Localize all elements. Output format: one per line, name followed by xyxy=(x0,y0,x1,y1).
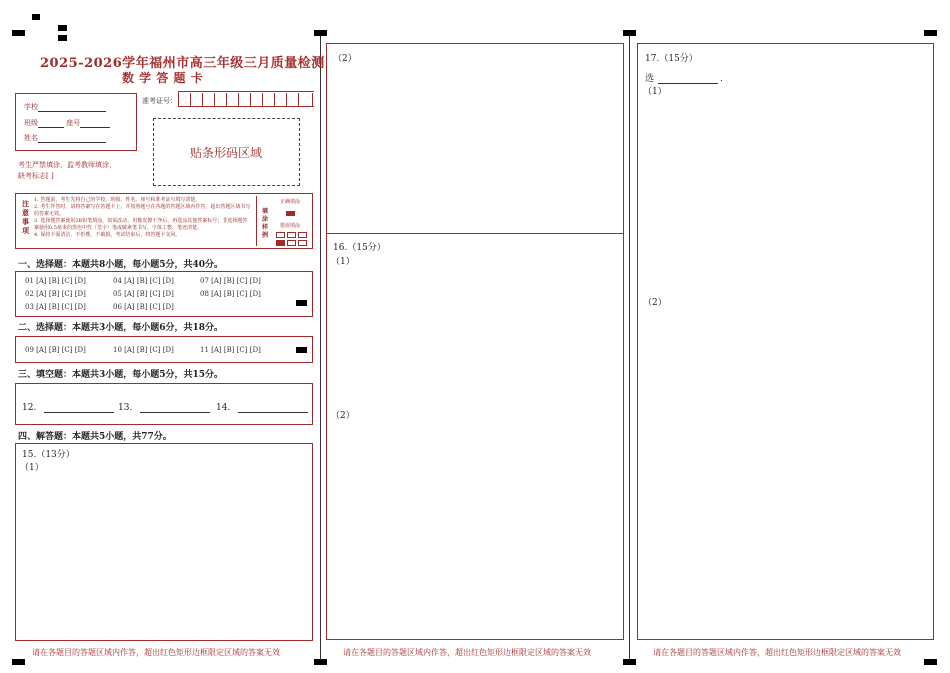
choice-q04[interactable]: 04 [A] [B] [C] [D] xyxy=(113,277,174,285)
q17-choose-field[interactable] xyxy=(658,75,718,84)
column-divider xyxy=(320,36,321,660)
q17-title: 17.（15分） xyxy=(645,54,698,64)
school-label: 学校 xyxy=(24,102,106,112)
choice-q11[interactable]: 11 [A] [B] [C] [D] xyxy=(200,346,261,354)
q15-title: 15.（13分） xyxy=(22,450,75,460)
choice-q10[interactable]: 10 [A] [B] [C] [D] xyxy=(113,346,174,354)
exam-number-grid[interactable] xyxy=(178,91,314,107)
registration-mark xyxy=(58,35,67,41)
choice-q09[interactable]: 09 [A] [B] [C] [D] xyxy=(25,346,86,354)
choice-q02[interactable]: 02 [A] [B] [C] [D] xyxy=(25,290,86,298)
q16-title: 16.（15分） xyxy=(333,243,386,253)
choice-q08[interactable]: 08 [A] [B] [C] [D] xyxy=(200,290,261,298)
correct-fill-label: 正确填涂 xyxy=(280,199,301,205)
q17-part2-label: （2） xyxy=(643,298,667,308)
fill-divider xyxy=(256,196,257,246)
barcode-label: 贴条形码区域 xyxy=(190,146,263,160)
registration-mark xyxy=(58,25,67,31)
class-label: 班级 座号 xyxy=(24,118,110,128)
choice-q07[interactable]: 07 [A] [B] [C] [D] xyxy=(200,277,261,285)
registration-mark xyxy=(12,30,25,36)
registration-mark xyxy=(924,659,937,665)
fill-sample-label: 填涂样例 xyxy=(262,208,269,239)
q16-part2-label: （2） xyxy=(331,411,355,421)
q12-answer-field[interactable] xyxy=(44,404,114,413)
registration-mark xyxy=(924,30,937,36)
section1-heading: 一、选择题：本题共8小题，每小题5分，共40分。 xyxy=(18,260,224,270)
column-divider xyxy=(629,36,630,660)
q17-choose-label: 选 . xyxy=(645,74,723,84)
q16-answer-box[interactable] xyxy=(326,233,624,640)
absent-note: 考生严禁填涂，监考教师填涂， xyxy=(18,161,116,169)
page-title: 2025-2026学年福州市高三年级三月质量检测 xyxy=(40,56,325,71)
choice-q05[interactable]: 05 [A] [B] [C] [D] xyxy=(113,290,174,298)
section3-heading: 三、填空题：本题共3小题，每小题5分，共15分。 xyxy=(18,370,224,380)
wrong-fill-samples xyxy=(276,232,307,240)
q16-part1-label: （1） xyxy=(331,257,355,267)
school-field[interactable] xyxy=(38,103,106,112)
q15-answer-box[interactable] xyxy=(15,443,313,641)
footer-note: 请在各题目的答题区域内作答，超出红色矩形边框限定区域的答案无效 xyxy=(653,648,901,657)
registration-mark xyxy=(296,300,307,306)
q13-label: 13. xyxy=(118,403,210,413)
wrong-fill-samples xyxy=(276,240,307,248)
registration-mark xyxy=(296,347,307,353)
choice-q01[interactable]: 01 [A] [B] [C] [D] xyxy=(25,277,86,285)
notes-side-label: 注意事项 xyxy=(22,199,29,235)
q12-label: 12. xyxy=(22,403,114,413)
class-field[interactable] xyxy=(38,119,64,128)
registration-mark xyxy=(12,659,25,665)
page-subtitle: 数 学 答 题 卡 xyxy=(122,71,204,85)
footer-note: 请在各题目的答题区域内作答，超出红色矩形边框限定区域的答案无效 xyxy=(32,648,280,657)
footer-note: 请在各题目的答题区域内作答，超出红色矩形边框限定区域的答案无效 xyxy=(343,648,591,657)
notes-list xyxy=(34,197,252,239)
seat-field[interactable] xyxy=(80,119,110,128)
q15-part2-label: （2） xyxy=(333,54,357,64)
q17-answer-box[interactable] xyxy=(637,43,934,640)
exam-number-label: 准考证号： xyxy=(142,97,177,105)
name-label: 姓名 xyxy=(24,133,106,143)
q17-part1-label: （1） xyxy=(643,87,667,97)
choice-q06[interactable]: 06 [A] [B] [C] [D] xyxy=(113,303,174,311)
name-field[interactable] xyxy=(38,134,106,143)
note-item: 2. 考生作答时，请将答案写在答题卡上，并按照题号在各题的答题区域内作答，超出答题区域书写的答案无效。 xyxy=(34,204,251,217)
note-item: 1. 答题前，考生先将自己的学校、班级、姓名、座号和准考证号填写清楚。 xyxy=(34,197,201,203)
q14-label: 14. xyxy=(216,403,308,413)
q15-part1-label: （1） xyxy=(20,463,44,473)
choice-q03[interactable]: 03 [A] [B] [C] [D] xyxy=(25,303,86,311)
q13-answer-field[interactable] xyxy=(140,404,210,413)
correct-fill-sample xyxy=(286,211,295,216)
absent-checkbox[interactable]: 缺考标志[ ] xyxy=(18,172,54,180)
wrong-fill-label: 错误填涂 xyxy=(280,223,301,229)
note-item: 3. 选择题答案使用2B铅笔填涂，如需改动，用橡皮擦干净后，再选涂其他答案标号；非选择题答案使用0.5毫米的黑色中性（签字）笔或碳素笔书写，字体工整、笔迹清楚。 xyxy=(34,218,248,231)
q14-answer-field[interactable] xyxy=(238,404,308,413)
section2-heading: 二、选择题：本题共3小题，每小题6分，共18分。 xyxy=(18,323,224,333)
q15-part2-answer-box[interactable] xyxy=(326,43,624,234)
section4-heading: 四、解答题：本题共5小题，共77分。 xyxy=(18,432,172,442)
registration-mark xyxy=(32,14,40,20)
note-item: 4. 保持卡面清洁，不折叠，不破损，考试结束后，将答题卡交回。 xyxy=(34,232,181,238)
